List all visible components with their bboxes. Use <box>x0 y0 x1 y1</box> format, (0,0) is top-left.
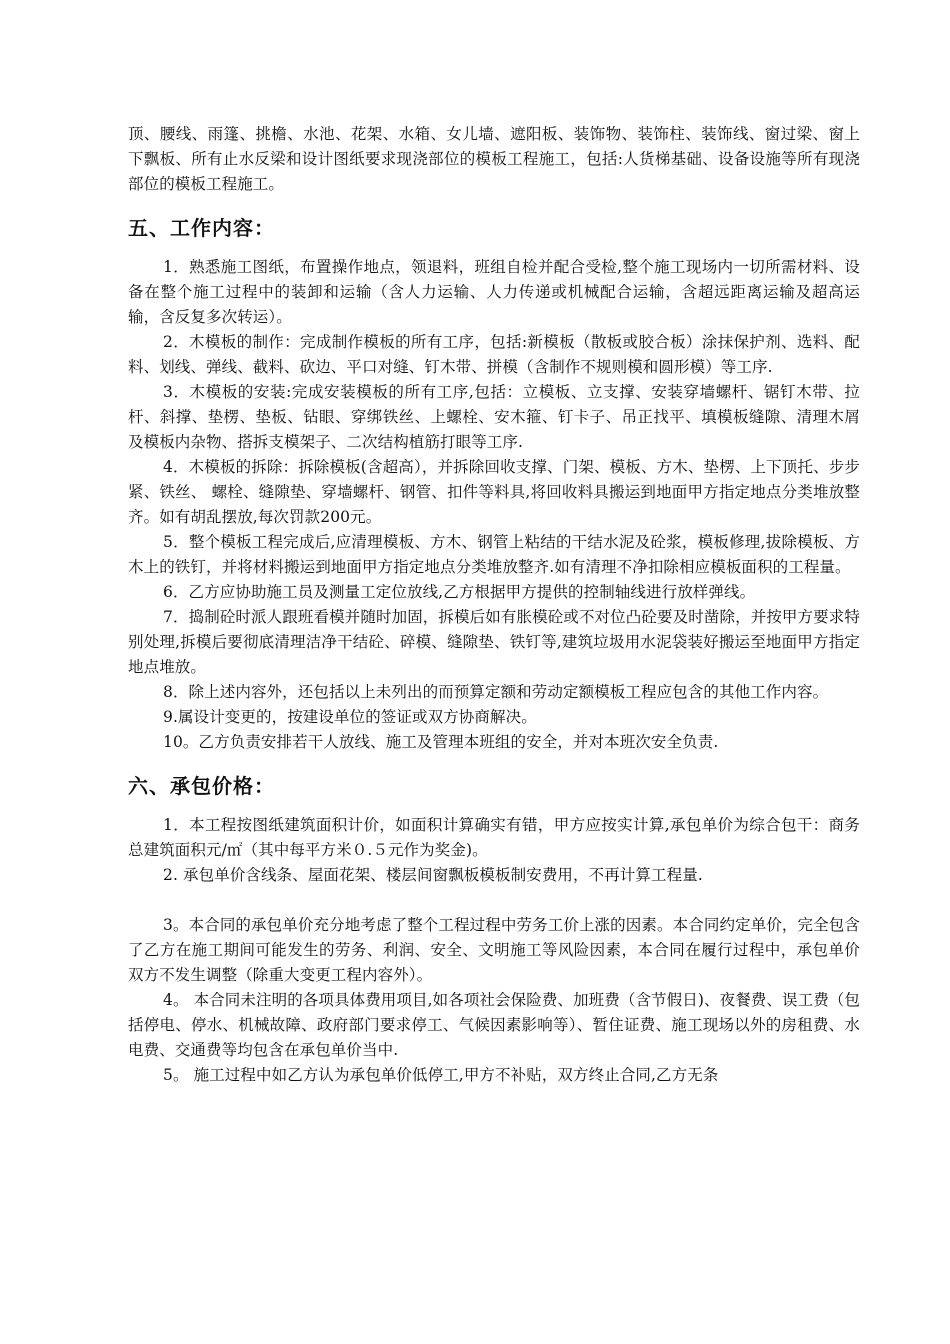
section-5-item-8: 8．除上述内容外，还包括以上未列出的而预算定额和劳动定额模板工程应包含的其他工作内容。 <box>163 683 829 701</box>
section-6-item-4: 4。 本合同未注明的各项具体费用项目,如各项社会保险费、加班费（含节假日)、夜餐费、误工费（包括停电、停水、机械故障、政府部门要求停工、气候因素影响等）、暂住证费、施工现场以外的房租费、水电费、交通费等均包含在承包单价当中. <box>128 991 860 1059</box>
section-5-item-5: 5．整个模板工程完成后,应清理模板、方木、钢管上粘结的干结水泥及砼浆，模板修理,拔除模板、方木上的铁钉，并将材料搬运到地面甲方指定地点分类堆放整齐.如有清理不净扣除相应模板面积的工程量。 <box>128 533 860 576</box>
section-5-item-4: 4．木模板的拆除：拆除模板(含超高），并拆除回收支撑、门架、模板、方木、垫楞、上下顶托、步步紧、铁丝、 螺栓、缝隙垫、穿墙螺杆、钢管、扣件等料具,将回收料具搬运到地面甲方指定地点分类堆放整齐。如有胡乱摆放,每次罚款200元。 <box>128 458 860 526</box>
intro-paragraph: 顶、腰线、雨篷、挑檐、水池、花架、水箱、女儿墙、遮阳板、装饰物、装饰柱、装饰线、窗过梁、窗上下飘板、所有止水反梁和设计图纸要求现浇部位的模板工程施工，包括:人货梯基础、设备设施等所有现浇部位的模板工程施工。 <box>128 125 860 193</box>
section-5-item-3: 3．木模板的安装:完成安装模板的所有工序,包括：立模板、立支撑、安装穿墙螺杆、锯钉木带、拉杆、斜撑、垫楞、垫板、钻眼、穿绑铁丝、上螺栓、安木箍、钉卡子、吊正找平、填模板缝隙、清理木屑及模板内杂物、搭拆支模架子、二次结构植筋打眼等工序. <box>128 383 860 451</box>
section-5-list <box>128 255 860 755</box>
spacer <box>128 801 860 813</box>
section-5-heading: 五、工作内容： <box>128 216 275 240</box>
section-5-item-10: 10。乙方负责安排若干人放线、施工及管理本班组的安全，并对本班次安全负责. <box>163 733 719 751</box>
section-5-item-2: 2．木模板的制作：完成制作模板的所有工序，包括:新模板（散板或胶合板）涂抹保护剂、选料、配料、划线、弹线、截料、砍边、平口对缝、钉木带、拼模（含制作不规则模和圆形模）等工序. <box>128 333 860 376</box>
section-5-item-6: 6．乙方应协助施工员及测量工定位放线,乙方根据甲方提供的控制轴线进行放样弹线。 <box>163 583 756 601</box>
spacer <box>128 197 860 213</box>
section-5-item-7: 7．捣制砼时派人跟班看模并随时加固，拆模后如有胀模砼或不对位凸砼要及时凿除，并按甲方要求特别处理,拆模后要彻底清理洁净干结砼、碎模、缝隙垫、铁钉等,建筑垃圾用水泥袋装好搬运至地面甲方指定地点堆放。 <box>128 608 860 676</box>
document-page <box>128 122 860 1088</box>
section-5-item-9: 9.属设计变更的，按建设单位的签证或双方协商解决。 <box>163 708 537 726</box>
section-6-item-1: 1．本工程按图纸建筑面积计价，如面积计算确实有错，甲方应按实计算,承包单价为综合包干：商务总建筑面积元/㎡（其中每平方米０.５元作为奖金)。 <box>128 816 860 859</box>
spacer <box>128 243 860 255</box>
spacer <box>128 755 860 771</box>
section-6-heading: 六、承包价格： <box>128 774 275 798</box>
section-6-item-3: 3。本合同的承包单价充分地考虑了整个工程过程中劳务工价上涨的因素。本合同约定单价，完全包含了乙方在施工期间可能发生的劳务、利润、安全、文明施工等风险因素，本合同在履行过程中，承包单价双方不发生调整（除重大变更工程内容外）。 <box>128 916 860 984</box>
blank-line <box>128 888 860 913</box>
section-6-list <box>128 813 860 1088</box>
section-6-item-5: 5。 施工过程中如乙方认为承包单价低停工,甲方不补贴，双方终止合同,乙方无条 <box>163 1066 719 1084</box>
section-5-item-1: 1．熟悉施工图纸，布置操作地点，领退料，班组自检并配合受检,整个施工现场内一切所需材料、设备在整个施工过程中的装卸和运输（含人力运输、人力传递或机械配合运输，含超远距离运输及超高运输，含反复多次转运）。 <box>128 258 860 326</box>
section-6-item-2: 2. 承包单价含线条、屋面花架、楼层间窗飘板模板制安费用，不再计算工程量. <box>163 866 703 884</box>
